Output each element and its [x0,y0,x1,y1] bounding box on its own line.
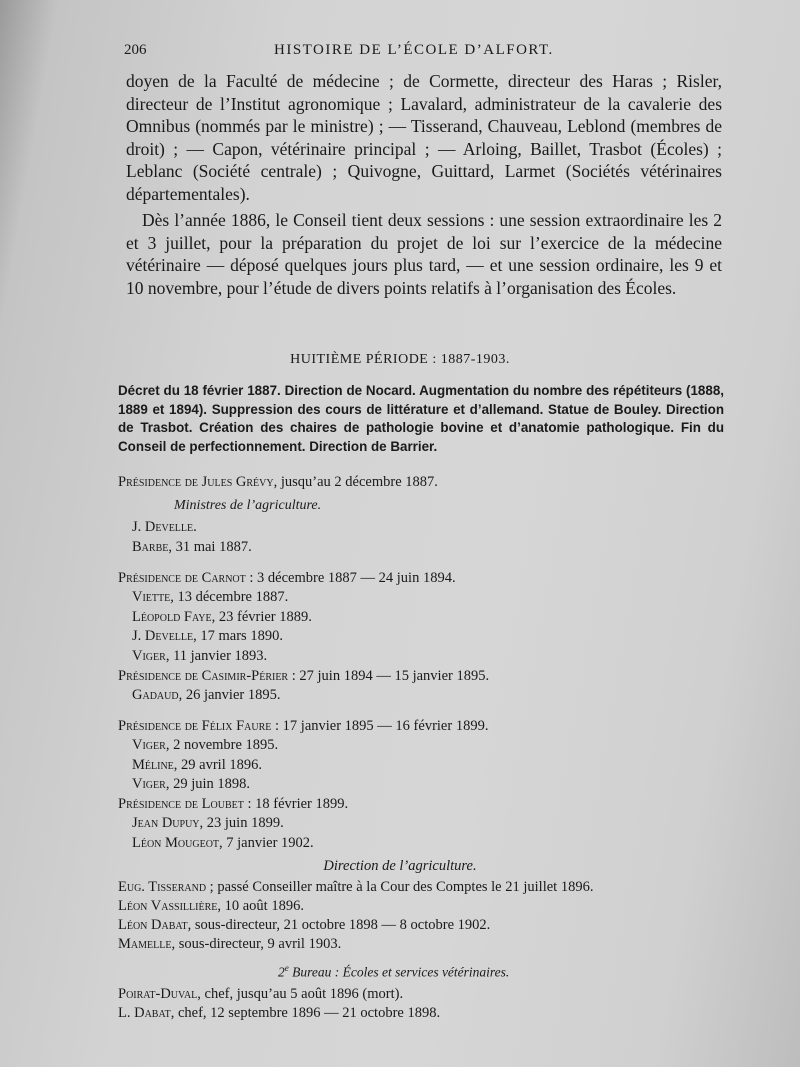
minister-entry [132,538,718,558]
direction-list [118,878,718,1023]
minister-entry [132,588,718,608]
minister-name: J. Develle [132,628,194,644]
presidency-label: Présidence de Carnot [118,570,246,586]
presidency-line [118,568,718,588]
ministers-heading: Ministres de l’agriculture. [174,498,322,513]
minister-name: Méline [132,756,174,773]
minister-detail: , 7 janvier 1902. [219,834,314,851]
direction-name: Léon Vassillière [118,898,218,914]
minister-name: Viger [132,776,166,792]
period-summary-text: Décret du 18 février 1887. Direction de Nocard. Augmentation du nombre des répétiteurs (1888, 1889 et 1894). Suppression des cours de littérature et d’allemand. Statue de Bouley. Direction de Trasbot. Création des chaires de pathologie bovine et d’anatomie pathologique. Fin du Conseil de perfectionnement. Direction de Barrier. [118,383,724,454]
bureau-entry [118,985,718,1004]
presidency-line [118,716,718,736]
presidency-line [118,666,718,686]
minister-name: Gadaud [132,687,179,703]
minister-entry [132,834,718,854]
intro-text [126,70,722,299]
direction-entry [118,916,718,935]
direction-detail: , sous-directeur, 9 avril 1903. [171,936,342,952]
minister-name: Viger [132,647,166,664]
bureau-entry [118,1004,718,1023]
minister-entry [132,736,718,756]
presidency-dates: : 3 décembre 1887 — 24 juin 1894. [245,570,456,586]
presidency-line [118,472,718,492]
presidency-label: Présidence de Félix Faure [118,718,272,734]
minister-entry [132,756,718,776]
direction-entry [118,878,718,897]
minister-name: Viette [132,589,171,605]
presidency-label: Présidence de Casimir-Périer [118,668,289,684]
minister-detail: , 23 juin 1899. [199,815,284,831]
minister-detail: , 31 mai 1887. [168,538,252,555]
presidency-dates: : 18 février 1899. [243,796,349,812]
intro-paragraph-2: Dès l’année 1886, le Conseil tient deux sessions : une session extraordinaire les 2 et 3 juillet, pour la préparation du projet de loi sur l’exercice de la médecine vétérinaire — déposé quelques jours plus tard, — et une session ordinaire, les 9 et 10 novembre, pour l’étude de divers points relatifs à l’organisation des Écoles. [126,210,722,298]
page-number: 206 [124,42,147,58]
direction-name: Léon Dabat [118,917,188,933]
minister-name: Barbe [132,538,169,555]
minister-detail: , 17 mars 1890. [193,628,283,644]
intro-paragraph-1: doyen de la Faculté de médecine ; de Cormette, directeur des Haras ; Risler, directeur de l’Institut agronomique ; Lavalard, administrateur de la cavalerie des Omnibus (nommés par le ministre) ; — Tisserand, Chauveau, Leblond (membres de droit) ; — Capon, vétérinaire principal ; — Arloing, Baillet, Trasbot (Écoles) ; Leblanc (Société centrale) ; Quivogne, Guittard, Larmet (Sociétés vétérinaires départementales). [126,71,722,204]
minister-name: Jean Dupuy [132,815,200,831]
minister-detail: , 13 décembre 1887. [170,589,289,605]
bureau-title: Bureau : Écoles et services vétérinaires. [288,964,510,980]
presidency-loubet [118,794,718,853]
minister-detail: . [193,519,197,535]
bureau-name: L. Dabat [118,1004,171,1021]
direction-entry [118,897,718,916]
minister-name: J. Develle [132,519,194,535]
presidency-felix-faure [118,716,718,795]
section-title: HUITIÈME PÉRIODE : 1887-1903. [290,352,510,367]
bureau-heading [278,958,718,983]
minister-entry [132,518,718,538]
minister-entry [132,627,718,647]
direction-detail: , 10 août 1896. [217,898,304,914]
direction-name: Mamelle [118,936,172,952]
presidency-casimir-perier [118,666,718,706]
presidency-grevy [118,472,718,557]
minister-name: Viger [132,737,166,753]
period-summary [118,382,724,456]
presidency-carnot [118,568,718,666]
minister-entry [132,647,718,667]
direction-heading: Direction de l’agriculture. [323,858,477,874]
bureau-detail: , chef, jusqu’au 5 août 1896 (mort). [197,985,404,1002]
minister-entry [132,814,718,834]
minister-detail: , 29 juin 1898. [165,776,250,792]
presidency-label: Présidence de Loubet [118,796,244,812]
presidency-dates: , jusqu’au 2 décembre 1887. [273,474,438,490]
minister-detail: , 23 février 1889. [211,608,312,625]
minister-name: Léon Mougeot [132,834,220,851]
bureau-ordinal: e [284,963,289,973]
presidency-line [118,794,718,814]
minister-entry [132,775,718,795]
minister-detail: , 11 janvier 1893. [165,647,268,664]
minister-detail: , 29 avril 1896. [173,756,262,773]
presidency-label: Présidence de Jules Grévy [118,474,274,490]
minister-name: Léopold Faye [132,608,212,625]
running-title: HISTOIRE DE L’ÉCOLE D’ALFORT. [274,42,554,58]
direction-detail: ; passé Conseiller maître à la Cour des Comptes le 21 juillet 1896. [206,879,594,895]
bureau-name: Poirat-Duval [118,985,198,1002]
presidency-dates: : 17 janvier 1895 — 16 février 1899. [271,718,489,734]
minister-entry [132,686,718,706]
direction-entry [118,935,718,954]
direction-name: Eug. Tisserand [118,879,207,895]
minister-detail: , 2 novembre 1895. [165,737,279,753]
page-header [124,42,724,62]
minister-entry [132,608,718,628]
minister-detail: , 26 janvier 1895. [178,687,281,703]
bureau-detail: , chef, 12 septembre 1896 — 21 octobre 1898. [170,1004,441,1021]
direction-detail: , sous-directeur, 21 octobre 1898 — 8 octobre 1902. [187,917,491,933]
bureau-number: 2 [278,964,285,980]
presidency-dates: : 27 juin 1894 — 15 janvier 1895. [288,668,490,684]
